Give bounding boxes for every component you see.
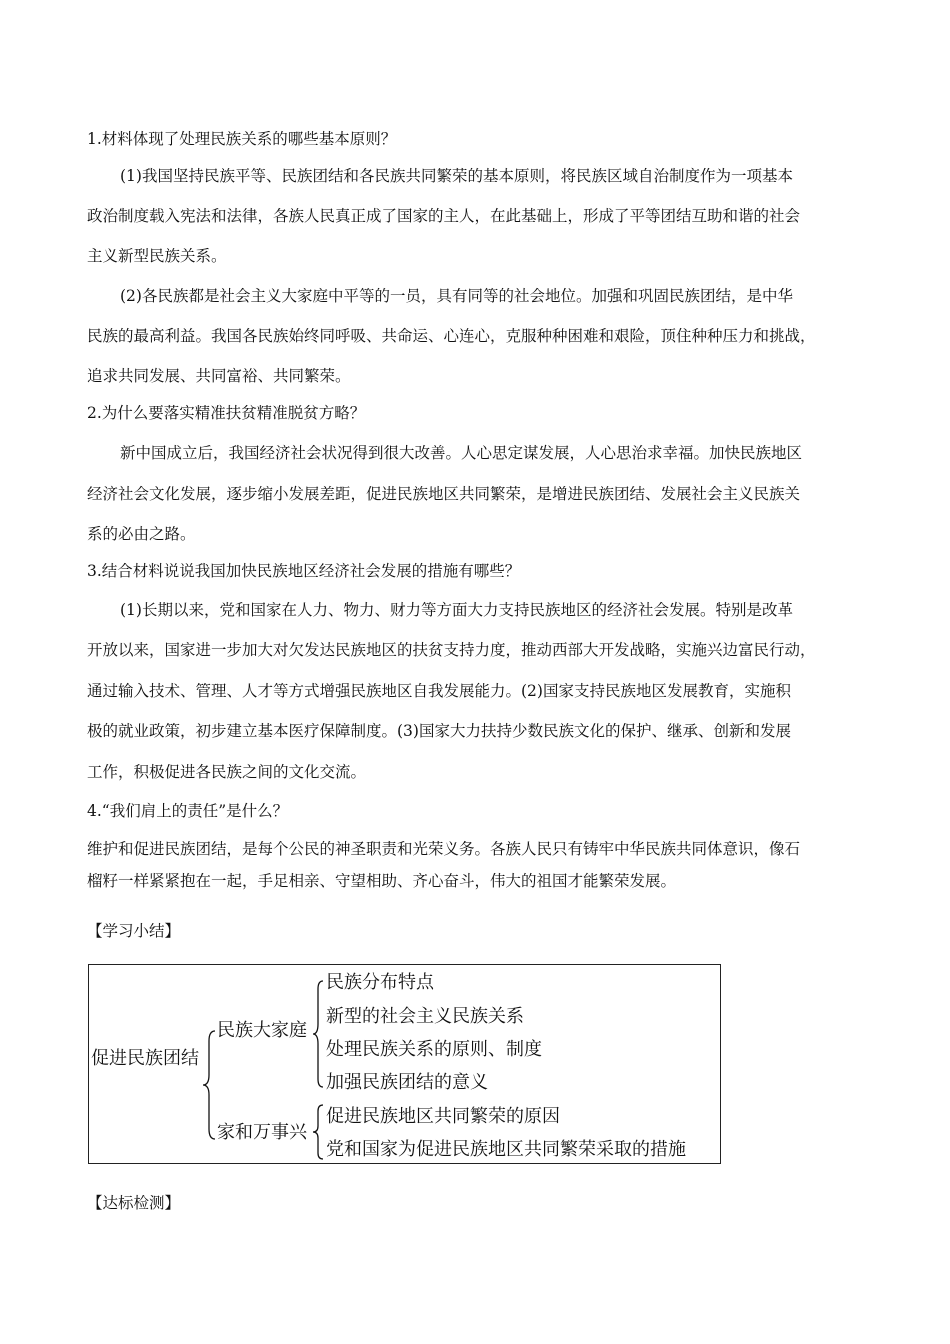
branch-label-family: 民族大家庭 bbox=[217, 1020, 307, 1041]
answer-1-line: 政治制度载入宪法和法律，各族人民真正成了国家的主人，在此基础上，形成了平等团结互助和谐的社会 bbox=[87, 207, 801, 225]
diagram-root: 促进民族团结 bbox=[91, 1048, 199, 1069]
test-heading: 【达标检测】 bbox=[87, 1194, 181, 1212]
diagram-item: 党和国家为促进民族地区共同繁荣采取的措施 bbox=[326, 1139, 686, 1160]
question-1-title: 1.材料体现了处理民族关系的哪些基本原则？ bbox=[87, 130, 397, 148]
answer-1-line: 民族的最高利益。我国各民族始终同呼吸、共命运、心连心，克服种种困难和艰险，顶住种种压力和挑战， bbox=[87, 327, 816, 345]
answer-1-line: (1)我国坚持民族平等、民族团结和各民族共同繁荣的基本原则，将民族区域自治制度作为一项基本 bbox=[120, 167, 793, 185]
answer-1-line: (2)各民族都是社会主义大家庭中平等的一员，具有同等的社会地位。加强和巩固民族团结，是中华 bbox=[120, 287, 793, 305]
answer-3-line: (1)长期以来，党和国家在人力、物力、财力等方面大力支持民族地区的经济社会发展。特别是改革 bbox=[120, 601, 793, 619]
answer-3-line: 工作，积极促进各民族之间的文化交流。 bbox=[87, 763, 367, 781]
answer-2-line: 系的必由之路。 bbox=[87, 525, 196, 543]
summary-heading: 【学习小结】 bbox=[87, 922, 181, 940]
answer-1-line: 主义新型民族关系。 bbox=[87, 247, 227, 265]
question-4-title: 4.“我们肩上的责任”是什么？ bbox=[87, 802, 289, 820]
answer-3-line: 极的就业政策，初步建立基本医疗保障制度。(3)国家大力扶持少数民族文化的保护、继承、创新和发展 bbox=[87, 722, 791, 740]
question-2-title: 2.为什么要落实精准扶贫精准脱贫方略？ bbox=[87, 404, 366, 422]
answer-1-line: 追求共同发展、共同富裕、共同繁荣。 bbox=[87, 367, 351, 385]
question-3-title: 3.结合材料说说我国加快民族地区经济社会发展的措施有哪些？ bbox=[87, 562, 521, 580]
answer-3-line: 通过输入技术、管理、人才等方式增强民族地区自我发展能力。(2)国家支持民族地区发展教育，实施积 bbox=[87, 682, 791, 700]
diagram-item: 加强民族团结的意义 bbox=[326, 1072, 488, 1093]
answer-3-line: 开放以来，国家进一步加大对欠发达民族地区的扶贫支持力度，推动西部大开发战略，实施兴边富民行动， bbox=[87, 641, 816, 659]
answer-2-line: 新中国成立后，我国经济社会状况得到很大改善。人心思定谋发展，人心思治求幸福。加快民族地区 bbox=[120, 444, 803, 462]
answer-4-line: 维护和促进民族团结，是每个公民的神圣职责和光荣义务。各族人民只有铸牢中华民族共同体意识，像石 bbox=[87, 840, 801, 858]
branch-brace-family bbox=[311, 979, 325, 1089]
root-brace bbox=[201, 1029, 217, 1141]
branch-label-harmony: 家和万事兴 bbox=[217, 1122, 307, 1143]
diagram-item: 民族分布特点 bbox=[326, 972, 434, 993]
diagram-item: 新型的社会主义民族关系 bbox=[326, 1006, 524, 1027]
branch-brace-harmony bbox=[311, 1103, 325, 1161]
diagram-item: 处理民族关系的原则、制度 bbox=[326, 1039, 542, 1060]
summary-diagram bbox=[88, 964, 721, 1164]
diagram-item: 促进民族地区共同繁荣的原因 bbox=[326, 1106, 560, 1127]
answer-4-line: 榴籽一样紧紧抱在一起，手足相亲、守望相助、齐心奋斗，伟大的祖国才能繁荣发展。 bbox=[87, 872, 677, 890]
answer-2-line: 经济社会文化发展，逐步缩小发展差距，促进民族地区共同繁荣，是增进民族团结、发展社会主义民族关 bbox=[87, 485, 801, 503]
